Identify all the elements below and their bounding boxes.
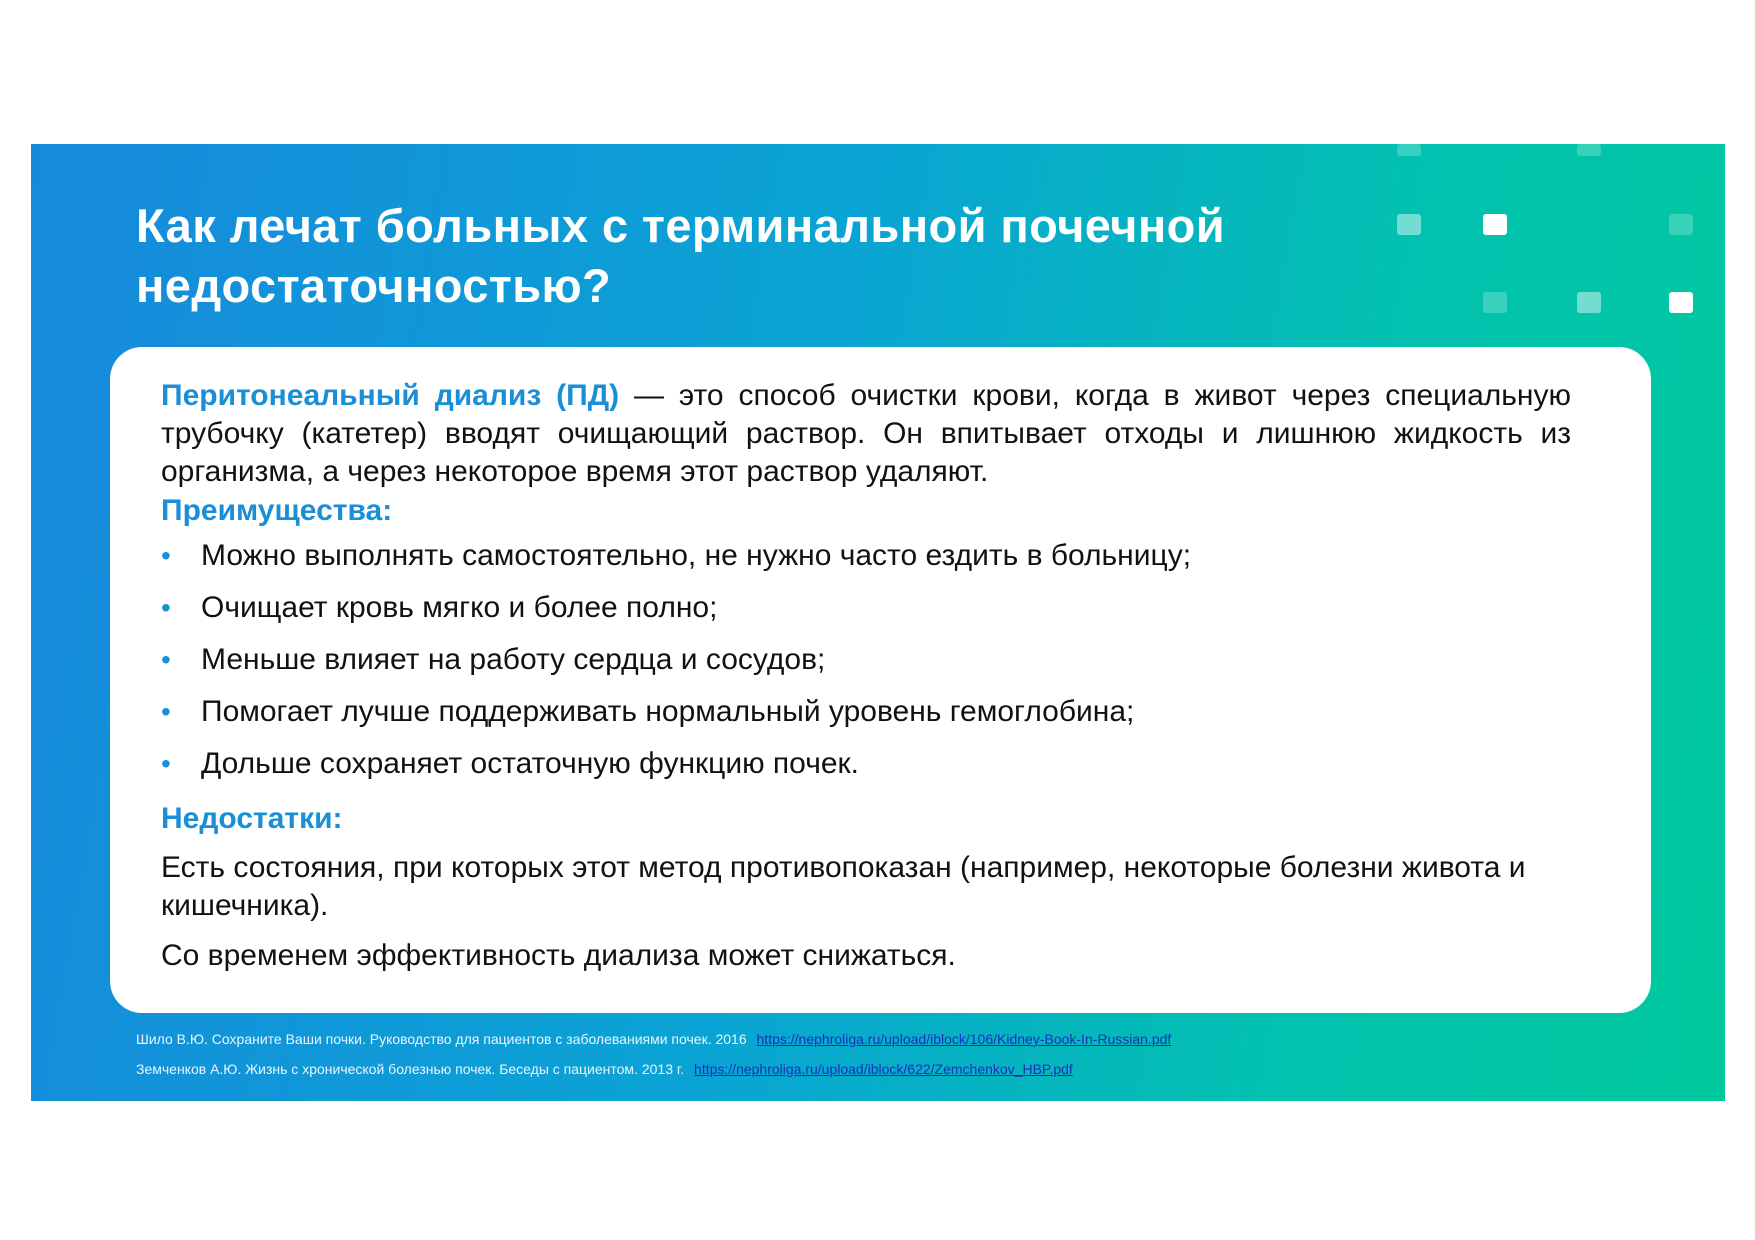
benefit-item (161, 745, 1571, 797)
benefits-heading: Преимущества: (161, 494, 393, 527)
reference-text: Шило В.Ю. Сохраните Ваши почки. Руководство для пациентов с заболеваниями почек. 2016 (136, 1031, 747, 1047)
decor-square (1669, 292, 1693, 313)
drawback-text: Есть состояния, при которых этот метод противопоказан (например, некоторые болезни живота и кишечника). (161, 851, 1526, 922)
bullet-icon: • (161, 696, 171, 727)
slide-title-line-1: Как лечат больных с терминальной почечной (136, 199, 1226, 252)
bullet-icon: • (161, 540, 171, 571)
drawbacks-heading: Недостатки: (161, 802, 343, 835)
slide-title (136, 196, 1336, 316)
references (136, 1024, 1171, 1084)
intro-text: — это способ очистки крови, когда в живот через специальную трубочку (катетер) вводят очищающий раствор. Он впитывает отходы и лишнюю жидкость из организма, а через некоторое время этот раствор удаляют. (161, 379, 1571, 488)
benefit-text: Очищает кровь мягко и более полно; (201, 591, 718, 624)
benefit-text: Помогает лучше поддерживать нормальный уровень гемоглобина; (201, 695, 1135, 728)
benefit-item (161, 589, 1571, 641)
decor-square (1669, 214, 1693, 235)
decor-square (1483, 214, 1507, 235)
drawback-text: Со временем эффективность диализа может снижаться. (161, 939, 956, 972)
benefit-item (161, 537, 1571, 589)
bullet-icon: • (161, 748, 171, 779)
decor-square (1483, 292, 1507, 313)
slide-title-line-2: недостаточностью? (136, 259, 612, 312)
slide (31, 144, 1725, 1101)
bullet-icon: • (161, 592, 171, 623)
reference-link[interactable]: https://nephroliga.ru/upload/iblock/106/Kidney-Book-In-Russian.pdf (756, 1031, 1172, 1047)
benefit-text: Дольше сохраняет остаточную функцию почек. (201, 747, 859, 780)
reference-item (136, 1054, 1171, 1084)
benefit-text: Меньше влияет на работу сердца и сосудов; (201, 643, 826, 676)
decor-square (1397, 214, 1421, 235)
benefit-text: Можно выполнять самостоятельно, не нужно часто ездить в больницу; (201, 539, 1192, 572)
intro-paragraph (161, 377, 1571, 491)
benefit-item (161, 693, 1571, 745)
decor-square (1397, 144, 1421, 156)
content-card (110, 347, 1651, 1013)
reference-text: Земченков А.Ю. Жизнь с хронической болезнью почек. Беседы с пациентом. 2013 г. (136, 1061, 685, 1077)
reference-item (136, 1024, 1171, 1054)
decor-square (1577, 292, 1601, 313)
reference-link[interactable]: https://nephroliga.ru/upload/iblock/622/Zemchenkov_HBP.pdf (694, 1061, 1073, 1077)
benefit-item (161, 641, 1571, 693)
bullet-icon: • (161, 644, 171, 675)
intro-term: Перитонеальный диализ (ПД) (161, 379, 620, 412)
decor-square (1577, 144, 1601, 156)
benefits-list (161, 537, 1571, 797)
